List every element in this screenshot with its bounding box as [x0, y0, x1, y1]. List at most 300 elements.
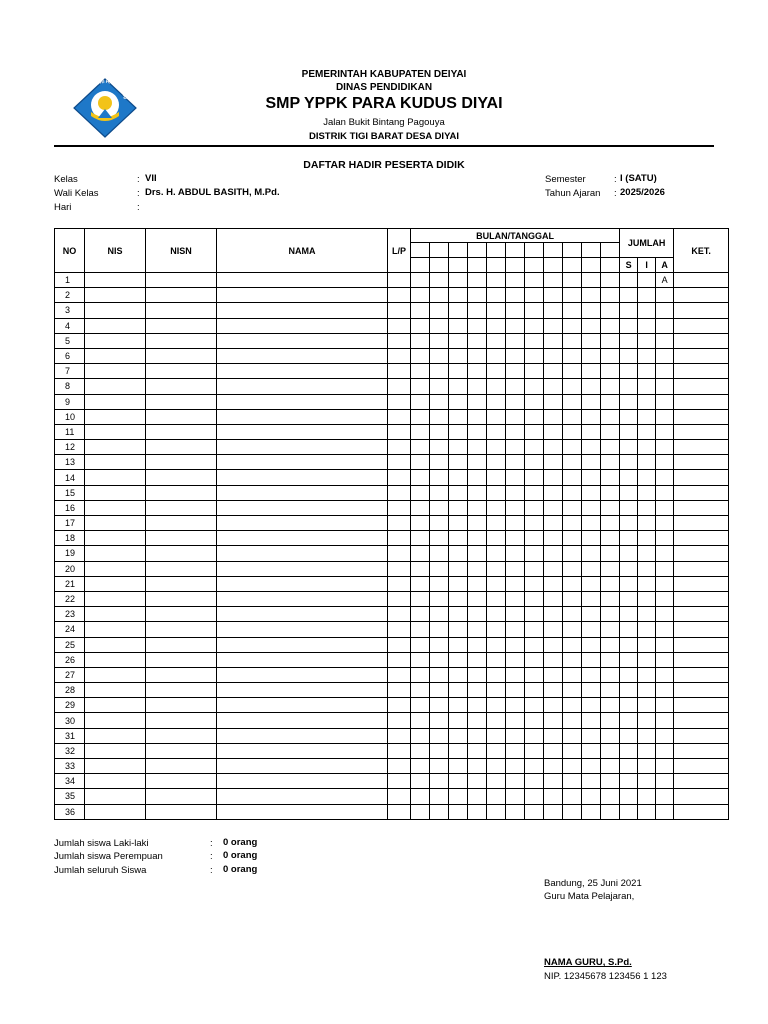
- table-cell: [563, 288, 582, 303]
- table-cell: [656, 652, 674, 667]
- table-cell: [525, 561, 544, 576]
- table-cell: [487, 470, 506, 485]
- govt-name: PEMERINTAH KABUPATEN DEIYAI: [301, 69, 467, 80]
- date-header-cell: [506, 258, 525, 273]
- table-cell: [563, 743, 582, 758]
- table-cell: [582, 683, 601, 698]
- table-cell: [217, 424, 388, 439]
- table-cell: [525, 516, 544, 531]
- table-cell: [620, 364, 638, 379]
- table-cell: [388, 455, 411, 470]
- table-cell: [601, 303, 620, 318]
- summary-total-colon: :: [210, 865, 213, 876]
- row-number: 32: [55, 743, 85, 758]
- table-cell: [487, 455, 506, 470]
- table-cell: [217, 303, 388, 318]
- table-cell: [638, 728, 656, 743]
- table-cell: [487, 348, 506, 363]
- table-cell: [582, 516, 601, 531]
- table-cell: [487, 288, 506, 303]
- table-cell: [85, 789, 146, 804]
- table-cell: [468, 318, 487, 333]
- table-cell: [674, 348, 729, 363]
- table-cell: [638, 713, 656, 728]
- table-cell: [487, 789, 506, 804]
- table-cell: [674, 409, 729, 424]
- table-cell: [506, 424, 525, 439]
- table-cell: [430, 698, 449, 713]
- row-number: 19: [55, 546, 85, 561]
- table-cell: [411, 591, 430, 606]
- table-cell: [388, 743, 411, 758]
- table-cell: [85, 318, 146, 333]
- table-cell: [388, 424, 411, 439]
- table-cell: [563, 561, 582, 576]
- table-cell: [85, 379, 146, 394]
- table-cell: [411, 607, 430, 622]
- table-row: [55, 607, 729, 622]
- table-cell: [563, 698, 582, 713]
- table-cell: [525, 348, 544, 363]
- table-row: [55, 774, 729, 789]
- table-cell: [601, 424, 620, 439]
- table-cell: [674, 728, 729, 743]
- table-cell: [656, 759, 674, 774]
- table-cell: [674, 607, 729, 622]
- table-cell: [638, 333, 656, 348]
- table-cell: [563, 728, 582, 743]
- table-cell: [85, 424, 146, 439]
- table-cell: [411, 516, 430, 531]
- table-cell: [656, 531, 674, 546]
- date-header-cell: [525, 243, 544, 258]
- table-cell: [85, 531, 146, 546]
- date-header-cell: [430, 243, 449, 258]
- table-cell: [525, 364, 544, 379]
- table-cell: [582, 364, 601, 379]
- table-cell: [525, 728, 544, 743]
- table-cell: [487, 516, 506, 531]
- table-cell: [487, 318, 506, 333]
- table-cell: [411, 637, 430, 652]
- table-cell: [388, 637, 411, 652]
- table-cell: [638, 698, 656, 713]
- table-cell: [544, 743, 563, 758]
- row-number: 7: [55, 364, 85, 379]
- table-cell: [85, 667, 146, 682]
- table-cell: [217, 804, 388, 819]
- row-number: 11: [55, 424, 85, 439]
- table-cell: [525, 394, 544, 409]
- table-cell: [146, 394, 217, 409]
- table-cell: [582, 713, 601, 728]
- table-cell: [388, 789, 411, 804]
- table-cell: [449, 683, 468, 698]
- table-cell: [430, 485, 449, 500]
- table-cell: [487, 531, 506, 546]
- table-row: [55, 455, 729, 470]
- table-cell: [217, 364, 388, 379]
- table-cell: [544, 303, 563, 318]
- table-cell: [449, 607, 468, 622]
- table-cell: [217, 683, 388, 698]
- table-cell: [525, 622, 544, 637]
- kelas-value: VII: [145, 173, 157, 184]
- table-cell: [506, 607, 525, 622]
- table-cell: [487, 743, 506, 758]
- row-number: 15: [55, 485, 85, 500]
- table-cell: [411, 364, 430, 379]
- table-cell: [146, 303, 217, 318]
- table-cell: [620, 713, 638, 728]
- table-cell: [430, 743, 449, 758]
- table-cell: [146, 804, 217, 819]
- table-cell: [449, 424, 468, 439]
- table-cell: [656, 698, 674, 713]
- table-cell: [146, 500, 217, 515]
- table-cell: [430, 546, 449, 561]
- table-cell: [582, 546, 601, 561]
- table-cell: [146, 652, 217, 667]
- table-cell: [85, 774, 146, 789]
- table-cell: [449, 728, 468, 743]
- table-cell: [674, 622, 729, 637]
- table-cell: [146, 728, 217, 743]
- table-cell: [525, 440, 544, 455]
- table-cell: [468, 273, 487, 288]
- table-cell: [506, 485, 525, 500]
- col-header-no: NO: [55, 229, 85, 273]
- table-cell: [544, 394, 563, 409]
- table-cell: [411, 667, 430, 682]
- table-cell: [582, 333, 601, 348]
- table-cell: [146, 591, 217, 606]
- table-cell: [582, 576, 601, 591]
- table-cell: [544, 470, 563, 485]
- tahun-label: Tahun Ajaran: [545, 188, 601, 199]
- table-cell: [449, 591, 468, 606]
- table-cell: [656, 424, 674, 439]
- table-cell: [217, 288, 388, 303]
- table-cell: [620, 424, 638, 439]
- table-cell: [430, 333, 449, 348]
- table-cell: [449, 667, 468, 682]
- svg-text:TUT WURI HANDAYANI: TUT WURI HANDAYANI: [83, 78, 128, 100]
- table-cell: [544, 440, 563, 455]
- table-cell: [468, 455, 487, 470]
- table-cell: [638, 348, 656, 363]
- table-cell: [430, 591, 449, 606]
- table-cell: [468, 652, 487, 667]
- table-cell: [674, 424, 729, 439]
- table-row: [55, 485, 729, 500]
- table-cell: [388, 318, 411, 333]
- table-cell: [506, 637, 525, 652]
- table-cell: [674, 500, 729, 515]
- table-cell: [638, 531, 656, 546]
- semester-value: I (SATU): [620, 173, 657, 184]
- table-cell: [430, 273, 449, 288]
- table-cell: [656, 637, 674, 652]
- table-cell: [601, 470, 620, 485]
- row-number: 29: [55, 698, 85, 713]
- table-cell: [468, 713, 487, 728]
- table-cell: [449, 576, 468, 591]
- table-row: [55, 273, 729, 288]
- table-cell: [487, 561, 506, 576]
- table-cell: [582, 394, 601, 409]
- table-cell: [525, 470, 544, 485]
- table-cell: [146, 470, 217, 485]
- table-cell: [638, 804, 656, 819]
- table-cell: [411, 394, 430, 409]
- row-number: 33: [55, 759, 85, 774]
- table-cell: [449, 303, 468, 318]
- table-cell: [563, 394, 582, 409]
- table-cell: [468, 637, 487, 652]
- table-cell: [601, 516, 620, 531]
- table-cell: [638, 394, 656, 409]
- table-cell: [674, 485, 729, 500]
- table-cell: [620, 683, 638, 698]
- table-row: [55, 804, 729, 819]
- table-cell: [601, 273, 620, 288]
- table-cell: [487, 273, 506, 288]
- table-cell: [674, 546, 729, 561]
- table-cell: [217, 394, 388, 409]
- table-cell: [620, 561, 638, 576]
- table-cell: [411, 440, 430, 455]
- table-cell: [468, 728, 487, 743]
- table-cell: [217, 440, 388, 455]
- table-cell: [487, 607, 506, 622]
- table-cell: [411, 713, 430, 728]
- table-cell: [582, 622, 601, 637]
- table-cell: [506, 303, 525, 318]
- table-row: [55, 713, 729, 728]
- table-cell: [525, 667, 544, 682]
- table-cell: [544, 789, 563, 804]
- table-cell: [449, 364, 468, 379]
- table-cell: [487, 409, 506, 424]
- date-header-cell: [601, 258, 620, 273]
- table-cell: [638, 637, 656, 652]
- table-cell: [544, 728, 563, 743]
- table-cell: [601, 622, 620, 637]
- table-cell: [146, 622, 217, 637]
- table-cell: [620, 470, 638, 485]
- school-address: Jalan Bukit Bintang Pagouya: [323, 117, 445, 128]
- table-cell: [656, 333, 674, 348]
- table-cell: [411, 333, 430, 348]
- table-row: [55, 591, 729, 606]
- table-cell: [388, 531, 411, 546]
- table-cell: [620, 500, 638, 515]
- table-cell: [85, 394, 146, 409]
- table-cell: [85, 728, 146, 743]
- table-cell: [563, 516, 582, 531]
- table-cell: [146, 789, 217, 804]
- table-cell: [449, 789, 468, 804]
- table-cell: [146, 485, 217, 500]
- table-cell: [449, 273, 468, 288]
- table-cell: [638, 303, 656, 318]
- table-cell: [146, 759, 217, 774]
- row-number: 17: [55, 516, 85, 531]
- table-cell: [411, 789, 430, 804]
- table-cell: [638, 591, 656, 606]
- table-cell: [601, 379, 620, 394]
- table-cell: [638, 789, 656, 804]
- date-header-cell: [506, 243, 525, 258]
- table-cell: [656, 470, 674, 485]
- table-cell: [544, 318, 563, 333]
- date-header-cell: [544, 243, 563, 258]
- table-cell: [656, 774, 674, 789]
- table-cell: [388, 440, 411, 455]
- summary-perempuan-colon: :: [210, 851, 213, 862]
- table-row: [55, 728, 729, 743]
- table-cell: [468, 394, 487, 409]
- table-cell: [449, 440, 468, 455]
- table-cell: [563, 804, 582, 819]
- table-cell: [217, 774, 388, 789]
- table-row: [55, 500, 729, 515]
- table-cell: [487, 576, 506, 591]
- table-cell: [674, 576, 729, 591]
- table-cell: [487, 500, 506, 515]
- table-cell: [487, 303, 506, 318]
- table-cell: [85, 576, 146, 591]
- table-row: [55, 531, 729, 546]
- date-header-cell: [468, 243, 487, 258]
- table-cell: [674, 683, 729, 698]
- table-cell: [217, 576, 388, 591]
- table-cell: [506, 546, 525, 561]
- table-row: [55, 561, 729, 576]
- table-cell: [656, 348, 674, 363]
- table-cell: [85, 470, 146, 485]
- table-cell: [85, 637, 146, 652]
- table-cell: [388, 516, 411, 531]
- table-cell: [674, 698, 729, 713]
- date-header-cell: [582, 243, 601, 258]
- table-cell: [620, 516, 638, 531]
- table-row: [55, 394, 729, 409]
- table-cell: [411, 576, 430, 591]
- attendance-body: [55, 273, 729, 820]
- table-cell: [601, 348, 620, 363]
- table-cell: [468, 364, 487, 379]
- table-cell: [487, 485, 506, 500]
- table-cell: [146, 531, 217, 546]
- row-number: 13: [55, 455, 85, 470]
- table-cell: [601, 713, 620, 728]
- table-cell: [487, 698, 506, 713]
- kelas-colon: :: [137, 174, 140, 185]
- hari-colon: :: [137, 202, 140, 213]
- table-cell: [449, 622, 468, 637]
- table-cell: [563, 409, 582, 424]
- table-cell: [638, 622, 656, 637]
- table-cell: [146, 455, 217, 470]
- col-header-i: I: [638, 258, 656, 273]
- table-cell: [449, 561, 468, 576]
- table-row: [55, 683, 729, 698]
- table-cell: [601, 546, 620, 561]
- table-cell: [388, 303, 411, 318]
- table-cell: [146, 667, 217, 682]
- table-cell: [638, 516, 656, 531]
- table-cell: [85, 364, 146, 379]
- table-cell: [388, 288, 411, 303]
- semester-label: Semester: [545, 174, 586, 185]
- table-cell: [85, 591, 146, 606]
- table-cell: [544, 576, 563, 591]
- table-cell: [638, 607, 656, 622]
- table-cell: [582, 591, 601, 606]
- table-cell: [430, 667, 449, 682]
- table-cell: [468, 531, 487, 546]
- table-cell: [468, 622, 487, 637]
- table-cell: [468, 288, 487, 303]
- table-cell: [656, 591, 674, 606]
- table-cell: [411, 759, 430, 774]
- table-cell: [487, 591, 506, 606]
- col-header-nis: NIS: [85, 229, 146, 273]
- table-cell: [656, 743, 674, 758]
- table-cell: [601, 288, 620, 303]
- table-cell: [487, 728, 506, 743]
- table-cell: [468, 424, 487, 439]
- table-cell: [217, 318, 388, 333]
- table-cell: [674, 789, 729, 804]
- table-cell: [601, 409, 620, 424]
- table-cell: [85, 455, 146, 470]
- table-cell: [85, 333, 146, 348]
- table-cell: [430, 394, 449, 409]
- table-cell: [601, 804, 620, 819]
- table-cell: [146, 348, 217, 363]
- table-cell: [430, 637, 449, 652]
- table-cell: [449, 500, 468, 515]
- table-cell: [544, 333, 563, 348]
- row-number: 8: [55, 379, 85, 394]
- school-district: DISTRIK TIGI BARAT DESA DIYAI: [308, 131, 460, 142]
- table-cell: [638, 273, 656, 288]
- table-cell: [674, 561, 729, 576]
- table-cell: [601, 743, 620, 758]
- table-row: [55, 622, 729, 637]
- table-cell: [449, 348, 468, 363]
- table-cell: [582, 409, 601, 424]
- table-cell: [487, 637, 506, 652]
- table-cell: [620, 789, 638, 804]
- table-cell: [411, 288, 430, 303]
- table-cell: [411, 652, 430, 667]
- table-cell: [430, 364, 449, 379]
- table-cell: [506, 561, 525, 576]
- table-cell: [544, 713, 563, 728]
- table-cell: [601, 637, 620, 652]
- table-cell: [638, 743, 656, 758]
- table-cell: [582, 789, 601, 804]
- table-cell: [468, 789, 487, 804]
- table-cell: [563, 455, 582, 470]
- table-cell: [656, 318, 674, 333]
- table-cell: [388, 759, 411, 774]
- table-cell: [388, 607, 411, 622]
